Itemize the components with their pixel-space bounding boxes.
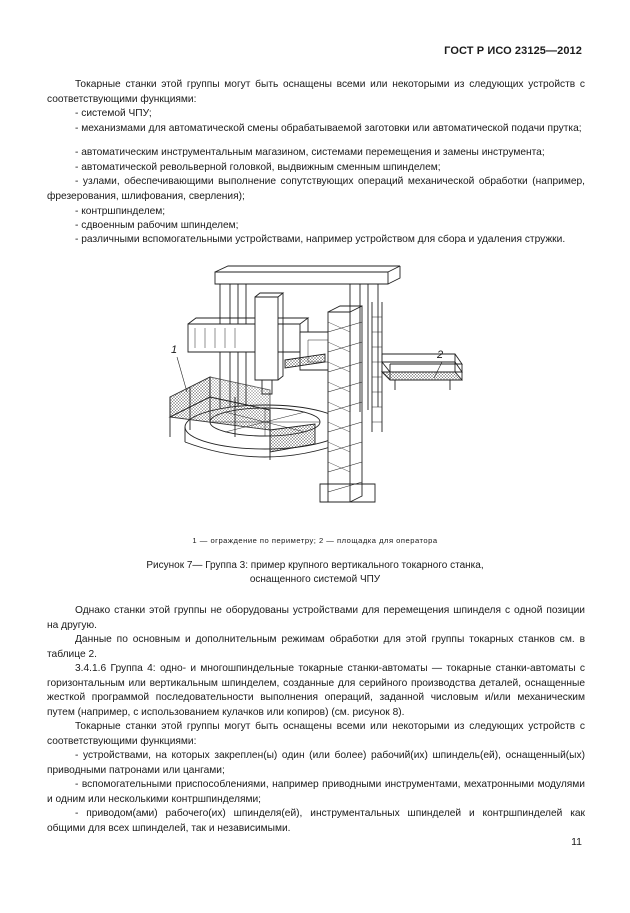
list-item: - вспомогательными приспособлениями, например приводными инструментами, мехатронными модулями и одним или несколькими контршпинделями;	[47, 779, 585, 805]
paragraph-group4: 3.4.1.6 Группа 4: одно- и многошпиндельные токарные станки-автоматы — токарные станки-автоматы с горизонтальным или вертикальным шпинделем, созданные для серийного производства деталей, оснащенные жесткой программой последовательности выполнения операций, заданной числовым и/или механическим путем (например, с использованием кулачков или копиров) (см. рисунок 8).	[47, 663, 585, 718]
paragraph: Токарные станки этой группы могут быть оснащены всеми или некоторыми из следующих устройств с соответствующими функциями:	[47, 721, 585, 747]
list-item: - механизмами для автоматической смены обрабатываемой заготовки или автоматической подачи прутка;	[75, 123, 582, 134]
figure-caption	[0, 559, 630, 587]
caption-line-1: Рисунок 7— Группа 3: пример крупного вертикального токарного станка,	[146, 560, 484, 571]
paragraph-intro: Токарные станки этой группы могут быть оснащены всеми или некоторыми из следующих устройств с соответствующими функциями:	[47, 79, 585, 105]
callout-2: 2	[437, 349, 444, 361]
list-item: - системой ЧПУ;	[75, 108, 152, 119]
list-item: - устройствами, на которых закреплен(ы) один (или более) рабочий(их) шпиндель(ей), оснащенный(ых) приводными патронами или цангами;	[47, 750, 585, 776]
vertical-lathe-drawing	[150, 262, 480, 507]
list-item: - узлами, обеспечивающими выполнение сопутствующих операций механической обработки (например, фрезерования, шлифования, сверления);	[47, 176, 585, 202]
paragraph: Данные по основным и дополнительным режимам обработки для этой группы токарных станков см. в таблице 2.	[47, 634, 585, 660]
caption-line-2: оснащенного системой ЧПУ	[249, 574, 381, 585]
list-item: - сдвоенным рабочим шпинделем;	[75, 220, 239, 231]
page-number: 11	[571, 836, 582, 848]
figure-legend: 1 — ограждение по периметру; 2 — площадка для оператора	[192, 536, 438, 545]
paragraph: Однако станки этой группы не оборудованы устройствами для перемещения шпинделя с одной позиции на другую.	[47, 605, 585, 631]
standard-header: ГОСТ Р ИСО 23125—2012	[444, 45, 582, 57]
list-item: - контршпинделем;	[75, 206, 166, 217]
list-item: - приводом(ами) рабочего(их) шпинделя(ей), инструментальных шпинделей и контршпинделей как общими для всех шпинделей, так и независимыми.	[47, 808, 585, 834]
list-item: - автоматической револьверной головкой, выдвижным сменным шпинделем;	[75, 162, 441, 173]
list-item: - автоматическим инструментальным магазином, системами перемещения и замены инструмента;	[75, 147, 545, 158]
callout-1: 1	[171, 344, 178, 356]
list-item: - различными вспомогательными устройствами, например устройством для сбора и удаления стружки.	[75, 234, 566, 245]
